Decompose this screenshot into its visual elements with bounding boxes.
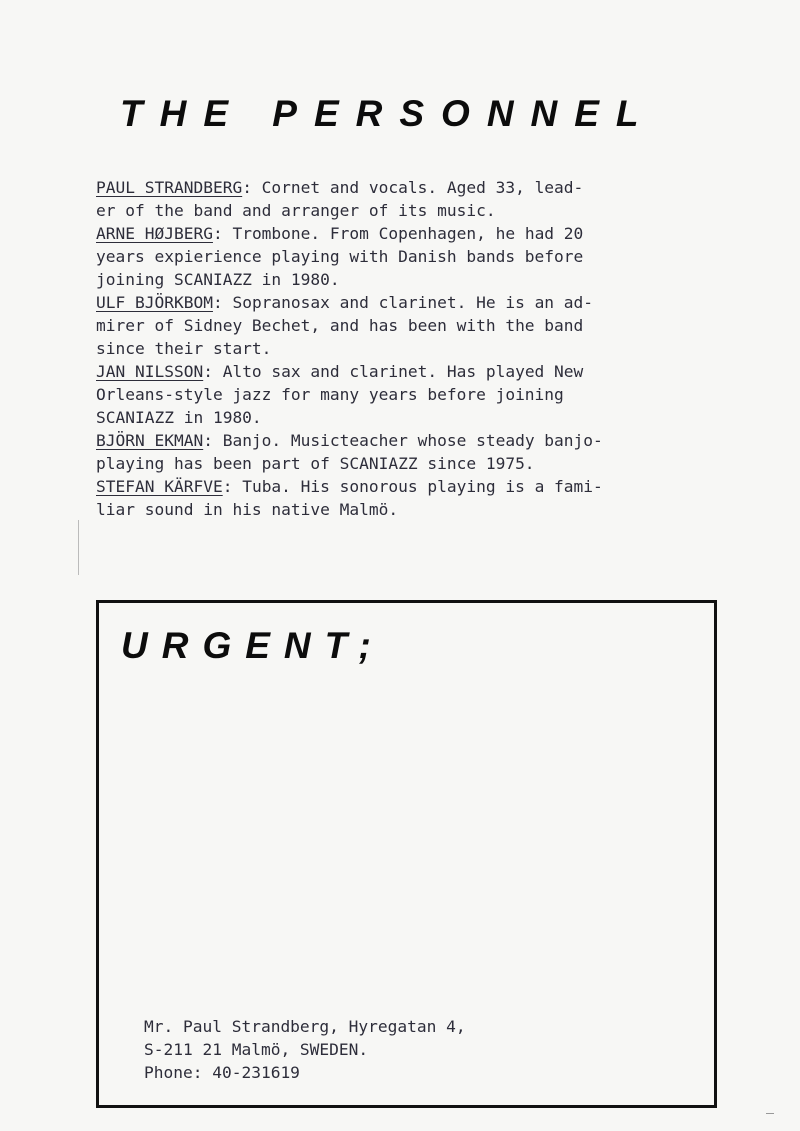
member-name: PAUL STRANDBERG	[96, 178, 243, 197]
list-item	[96, 176, 736, 222]
member-name: ULF BJÖRKBOM	[96, 293, 213, 312]
member-name: BJÖRN EKMAN	[96, 431, 204, 450]
list-item	[96, 360, 736, 429]
address-line: S-211 21 Malmö, SWEDEN.	[144, 1040, 369, 1059]
page-title: THE PERSONNEL	[120, 93, 656, 134]
member-name: JAN NILSSON	[96, 362, 204, 381]
member-text: Orleans-style jazz for many years before joining	[96, 385, 564, 404]
name-separator: :	[212, 293, 223, 312]
member-text: liar sound in his native Malmö.	[96, 500, 399, 519]
personnel-list	[96, 176, 736, 521]
list-item	[96, 222, 736, 291]
member-text: years expierience playing with Danish bands before	[96, 247, 584, 266]
name-separator: :	[203, 431, 213, 450]
member-text: SCANIAZZ in 1980.	[96, 408, 262, 427]
name-separator: :	[222, 477, 233, 496]
address-line: Mr. Paul Strandberg, Hyregatan 4,	[144, 1017, 466, 1036]
member-text: er of the band and arranger of its music.	[96, 201, 496, 220]
member-text: Cornet and vocals. Aged 33, lead-	[251, 178, 584, 197]
address-phone: Phone: 40-231619	[144, 1063, 300, 1082]
scan-margin-mark	[78, 520, 79, 575]
member-text: joining SCANIAZZ in 1980.	[96, 270, 340, 289]
scan-corner-mark	[766, 1113, 774, 1114]
list-item	[96, 429, 736, 475]
member-text: Tuba. His sonorous playing is a fami-	[232, 477, 603, 496]
member-name: ARNE HØJBERG	[96, 224, 213, 243]
name-separator: :	[242, 178, 252, 197]
member-name: STEFAN KÄRFVE	[96, 477, 223, 496]
list-item	[96, 475, 736, 521]
list-item	[96, 291, 736, 360]
name-separator: :	[203, 362, 213, 381]
member-text: playing has been part of SCANIAZZ since 1975.	[96, 454, 535, 473]
member-text: Alto sax and clarinet. Has played New	[212, 362, 584, 381]
member-text: Banjo. Musicteacher whose steady banjo-	[212, 431, 603, 450]
member-text: since their start.	[96, 339, 272, 358]
name-separator: :	[212, 224, 223, 243]
contact-address	[144, 1015, 466, 1084]
member-text: mirer of Sidney Bechet, and has been with the band	[96, 316, 584, 335]
urgent-box	[96, 600, 717, 1108]
member-text: Trombone. From Copenhagen, he had 20	[222, 224, 584, 243]
member-text: Sopranosax and clarinet. He is an ad-	[222, 293, 594, 312]
urgent-title: URGENT;	[121, 625, 385, 666]
